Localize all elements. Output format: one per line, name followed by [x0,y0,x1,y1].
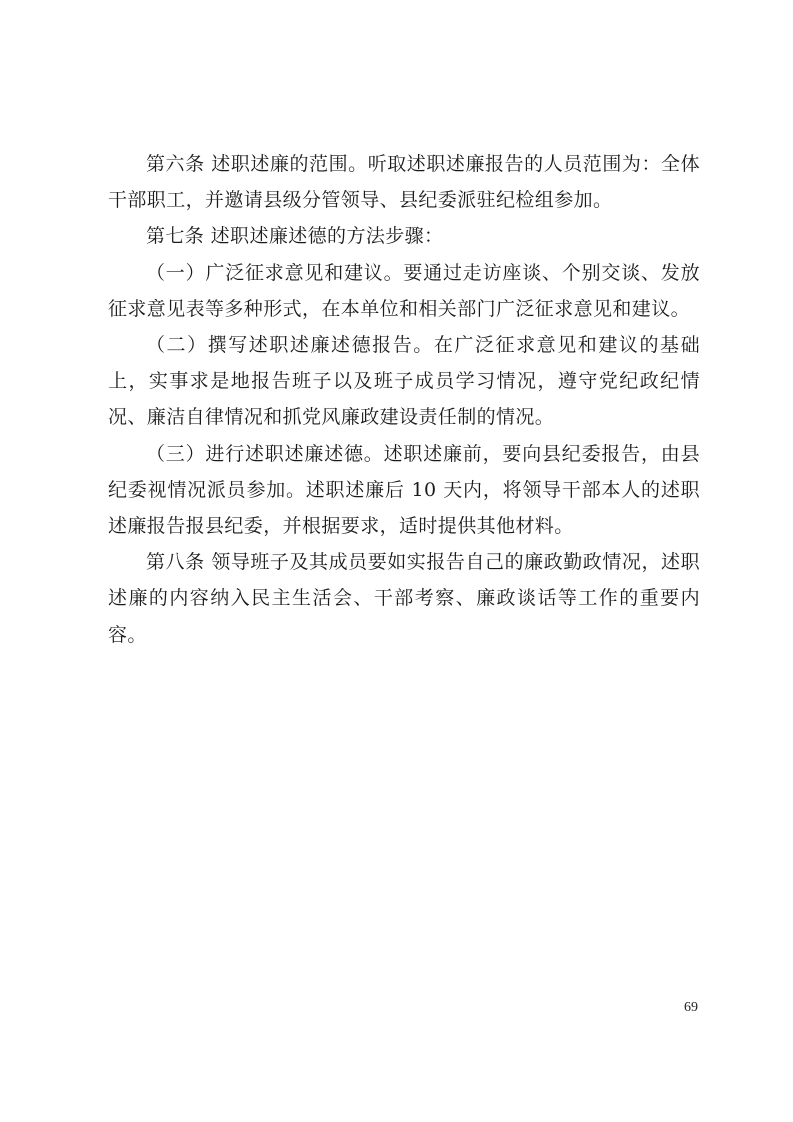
article-8-paragraph: 第八条 领导班子及其成员要如实报告自己的廉政勤政情况，述职述廉的内容纳入民主生活会、干部考察、廉政谈话等工作的重要内容。 [108,551,700,646]
article-6-paragraph: 第六条 述职述廉的范围。听取述职述廉报告的人员范围为：全体干部职工，并邀请县级分管领导、县纪委派驻纪检组参加。 [108,153,700,212]
article-7-paragraph: 第七条 述职述廉述德的方法步骤： [146,225,444,248]
page-number: 69 [684,1000,698,1015]
document-body [108,146,700,653]
step-1-paragraph: （一）广泛征求意见和建议。要通过走访座谈、个别交谈、发放征求意见表等多种形式，在本单位和相关部门广泛征求意见和建议。 [108,261,700,320]
step-3-paragraph: （三）进行述职述廉述德。述职述廉前，要向县纪委报告，由县纪委视情况派员参加。述职述廉后 10 天内，将领导干部本人的述职述廉报告报县纪委，并根据要求，适时提供其他材料。 [108,442,700,538]
step-2-paragraph: （二）撰写述职述廉述德报告。在广泛征求意见和建议的基础上，实事求是地报告班子以及班子成员学习情况，遵守党纪政纪情况、廉洁自律情况和抓党风廉政建设责任制的情况。 [108,334,700,429]
